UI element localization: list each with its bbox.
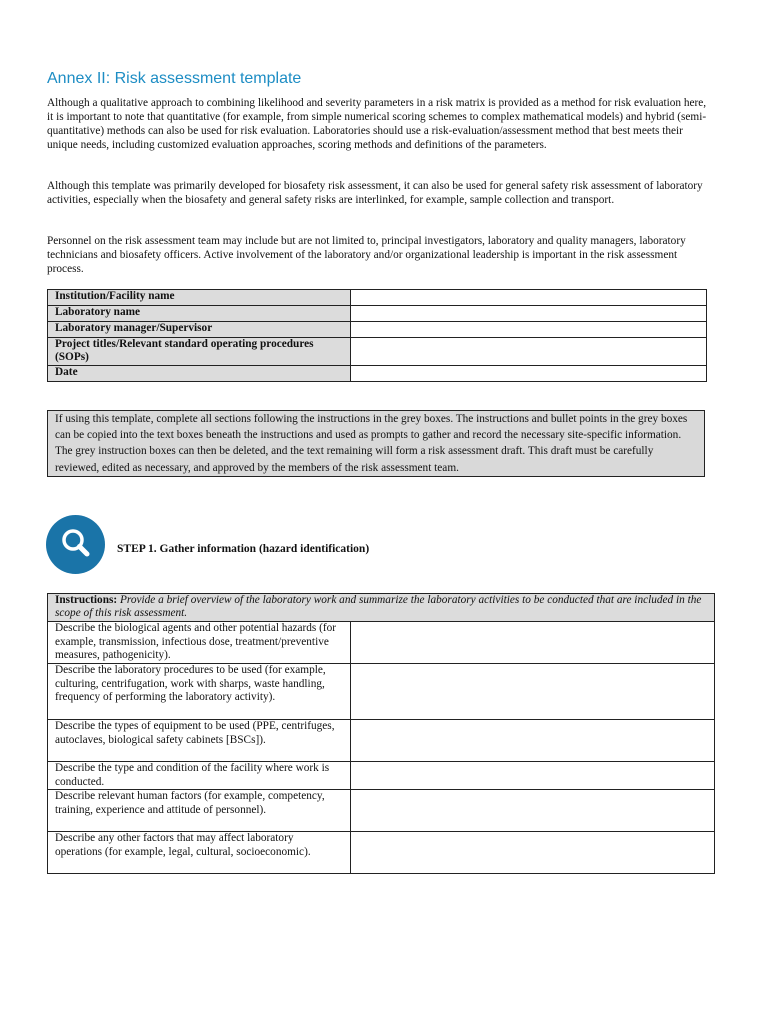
- table-row-answer[interactable]: [351, 762, 715, 790]
- page-title: Annex II: Risk assessment template: [47, 70, 302, 87]
- table-row-question: Describe relevant human factors (for example, competency, training, experience and attitude of personnel).: [48, 790, 351, 832]
- table-row-answer[interactable]: [351, 622, 715, 664]
- laboratory-input[interactable]: [351, 306, 707, 322]
- intro-paragraph-2: Although this template was primarily developed for biosafety risk assessment, it can also be used for general safety risk assessment of laboratory activities, especially when the biosafety and general safety risks are interlinked, for example, sample collection and transport.: [47, 180, 703, 206]
- instruction-note: If using this template, complete all sections following the instructions in the grey boxes. The instructions and bullet points in the grey boxes can be copied into the text boxes beneath the instructions and used as prompts to gather and record the necessary site-specific information. The grey instruction boxes can then be deleted, and the text remaining will form a risk assessment draft. This draft must be carefully reviewed, edited as necessary, and approved by the members of the risk assessment team.: [47, 410, 705, 477]
- table-row-answer[interactable]: [351, 664, 715, 720]
- intro-paragraph-1: Although a qualitative approach to combining likelihood and severity parameters in a risk matrix is provided as a method for risk evaluation here, it is important to note that quantitative (for example, from simple numerical scoring schemes to complex mathematical models) and hybrid (semi-quantitative) methods can also be used for risk evaluation. Laboratories should use a risk-evaluation/assessment method that best meets their unique needs, including customized evaluation approaches, scoring methods and definitions of the parameters.: [47, 97, 707, 151]
- table-row-answer[interactable]: [351, 720, 715, 762]
- instructions-text: Provide a brief overview of the laboratory work and summarize the laboratory activities to be conducted that are included in the scope of this risk assessment.: [55, 594, 702, 620]
- facility-info-table: [47, 289, 707, 382]
- instructions-label: Instructions:: [55, 594, 118, 606]
- table-row-answer[interactable]: [351, 790, 715, 832]
- step1-table: [47, 593, 715, 874]
- step1-title: STEP 1. Gather information (hazard identification): [117, 543, 370, 555]
- magnifier-svg: [46, 515, 105, 574]
- step1-instructions: [48, 594, 715, 622]
- project-input[interactable]: [351, 338, 707, 366]
- project-label: Project titles/Relevant standard operating procedures (SOPs): [48, 338, 351, 366]
- facility-input[interactable]: [351, 290, 707, 306]
- manager-input[interactable]: [351, 322, 707, 338]
- facility-label: Institution/Facility name: [48, 290, 351, 306]
- date-label: Date: [48, 366, 351, 382]
- table-row-question: Describe any other factors that may affect laboratory operations (for example, legal, cultural, socioeconomic).: [48, 832, 351, 874]
- intro-paragraph-3: Personnel on the risk assessment team may include but are not limited to, principal investigators, laboratory and quality managers, laboratory technicians and biosafety officers. Active involvement of the laboratory and/or organizational leadership is important in the risk assessment process.: [47, 235, 686, 275]
- table-row-question: Describe the laboratory procedures to be used (for example, culturing, centrifugation, work with sharps, waste handling, frequency of performing the laboratory activity).: [48, 664, 351, 720]
- table-row-answer[interactable]: [351, 832, 715, 874]
- laboratory-label: Laboratory name: [48, 306, 351, 322]
- manager-label: Laboratory manager/Supervisor: [48, 322, 351, 338]
- search-icon: [46, 515, 105, 574]
- table-row-question: Describe the types of equipment to be used (PPE, centrifuges, autoclaves, biological safety cabinets [BSCs]).: [48, 720, 351, 762]
- table-row-question: Describe the biological agents and other potential hazards (for example, transmission, infectious dose, treatment/preventive measures, pathogenicity).: [48, 622, 351, 664]
- table-row-question: Describe the type and condition of the facility where work is conducted.: [48, 762, 351, 790]
- date-input[interactable]: [351, 366, 707, 382]
